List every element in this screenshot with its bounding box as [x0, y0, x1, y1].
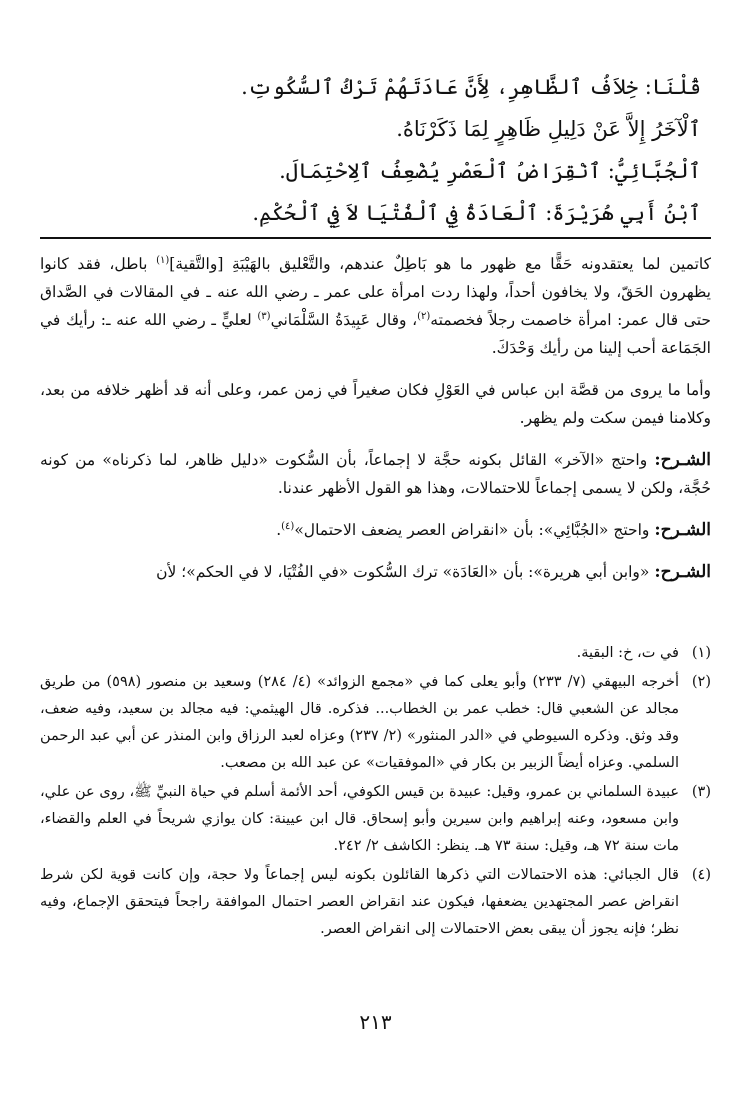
footnote-ref-4[interactable]: (٤): [281, 520, 295, 532]
footnote-number: (٢): [691, 674, 711, 690]
commentary-1-text: واحتج «الآخر» القائل بكونه حجَّة لا إجماعاً، بأن السُّكوت «دليل ظاهر، لما ذكرناه» من كونه حُجَّة، ولكن لا يسمى إجماعاً للاحتمالات، وهذا هو القول الأظهر عندنا.: [40, 451, 711, 497]
footnote-text: قال الجبائي: هذه الاحتمالات التي ذكرها القائلون بكونه ليس إجماعاً ولا حجة، وإن كانت قوية لكن شرط انقراض عصر المجتهدين يضعفها، فيكون عند انقراض العصر احتمال الموافقة راجحاً فيتحقق الإجماع، وفيه نظر؛ فإنه يجوز أن يبقى بعض الاحتمالات إلى انقراض العصر.: [40, 867, 679, 937]
main-text: [40, 250, 711, 592]
divider-rule: [40, 237, 711, 239]
paragraph-1: [40, 250, 711, 362]
commentary-2-end: .: [276, 521, 282, 539]
footnote-4: [40, 862, 711, 943]
footnote-number: (٤): [691, 867, 711, 883]
paragraph-1-part-b: باطل، فقد كانوا يظهرون الحَقّ، ولا يخافون أحداً، ولهذا ردت امرأة على عمر ـ رضي الله عنه ـ في المقالات في الصَّداق حتى قال عمر: امرأة خاصمت رجلاً فخصمته: [40, 255, 711, 329]
verse-line: ٱلْجُبَّائِيُّ: ٱنْقِرَاضُ ٱلْعَصْرِ يُضْعِفُ ٱلِاحْتِمَالَ.: [279, 159, 701, 183]
footnote-3: [40, 779, 711, 860]
commentary-label: الشـرح:: [654, 520, 711, 540]
commentary-2: [40, 516, 711, 544]
commentary-3-text: «وابن أبي هريرة»: بأن «العَادَة» ترك السُّكوت «في الفُتْيَا، لا في الحكم»؛ لأن: [156, 563, 655, 581]
page-number: ٢١٣: [359, 1010, 392, 1034]
footnote-number: (١): [691, 645, 711, 661]
paragraph-2: وأما ما يروى من قصَّة ابن عباس في العَوْلِ فكان صغيراً في زمن عمر، وعلى أنه قد أظهر خلافه من بعد، وكلامنا فيمن سكت ولم يظهر.: [40, 381, 711, 427]
verse-line: ٱبْنُ أَبِي هُرَيْرَةَ: ٱلْعَادَةُ فِي ٱلْفُتْيَا لاَ فِي ٱلْحُكْمِ.: [252, 201, 701, 225]
footnote-text: عبيدة السلماني بن عمرو، وقيل: عبيدة بن قيس الكوفي، أحد الأئمة أسلم في حياة النبيِّ ﷺ، روى عن علي، وابن مسعود، وعنه إبراهيم وابن سيرين وأبو إسحاق. قال ابن عيينة: كان يوازي شريحاً في العلم والقضاء، مات سنة ٧٢ هـ، وقيل: سنة ٧٣ هـ. ينظر: الكاشف ٢/ ٢٤٢.: [40, 784, 679, 854]
commentary-2-text: واحتج «الجُبَّائِي»: بأن «انقراض العصر يضعف الاحتمال»: [294, 521, 655, 539]
commentary-1: [40, 446, 711, 502]
footnote-2: [40, 669, 711, 777]
commentary-label: الشـرح:: [654, 562, 711, 582]
paragraph-1-part-d: لعليٍّ ـ رضي الله عنه ـ: رأيك في الجَمَاعة أحب إلينا من رأيك وَحْدَكَ.: [40, 311, 711, 357]
verse-line: ٱلْآخَرُ إِلاَّ عَنْ دَلِيلِ ظَاهِرٍ لِمَا ذَكَرْنَاهُ.: [396, 117, 701, 141]
commentary-label: الشـرح:: [654, 450, 711, 470]
footnote-ref-2[interactable]: (٢): [417, 310, 431, 322]
footnote-ref-1[interactable]: (١): [156, 254, 170, 266]
footnote-1: [40, 640, 711, 667]
footnotes: [40, 640, 711, 945]
verse-line: قُلْنَا: خِلاَفُ ٱلظَّاهِرِ، لِأَنَّ عَادَتَهُمْ تَرْكُ ٱلسُّكُوتِ.: [241, 75, 701, 99]
footnote-number: (٣): [691, 784, 711, 800]
paragraph-1-part-c: ، وقال عَبِيدَةُ السَّلْمَاني: [270, 311, 418, 329]
footnote-text: أخرجه البيهقي (٧/ ٢٣٣) وأبو يعلى كما في «مجمع الزوائد» (٤/ ٢٨٤) وسعيد بن منصور (٥٩٨) من طريق مجالد عن الشعبي قال: خطب عمر بن الخطاب... فذكره. قال الهيثمي: فيه مجالد بن سعيد، وفيه ضعف، وقد وثق. وذكره السيوطي في «الدر المنثور» (٢/ ٢٣٧) وعزاه لعبد الرزاق وابن المنذر عن أبي عبد الرحمن السلمي. وعزاه أيضاً الزبير بن بكار في «الموفقيات» عن عبد الله بن مصعب.: [40, 674, 679, 771]
footnote-text: في ت، خ: البقية.: [576, 645, 679, 661]
paragraph-1-part-a: كاتمين لما يعتقدونه حَقًّا مع ظهور ما هو بَاطِلٌ عندهم، والتَّعْليق بالهَيْبَةِ [والتَّقية]: [169, 255, 711, 273]
commentary-3: [40, 558, 711, 586]
verse-block: [41, 66, 701, 234]
footnote-ref-3[interactable]: (٣): [257, 310, 271, 322]
